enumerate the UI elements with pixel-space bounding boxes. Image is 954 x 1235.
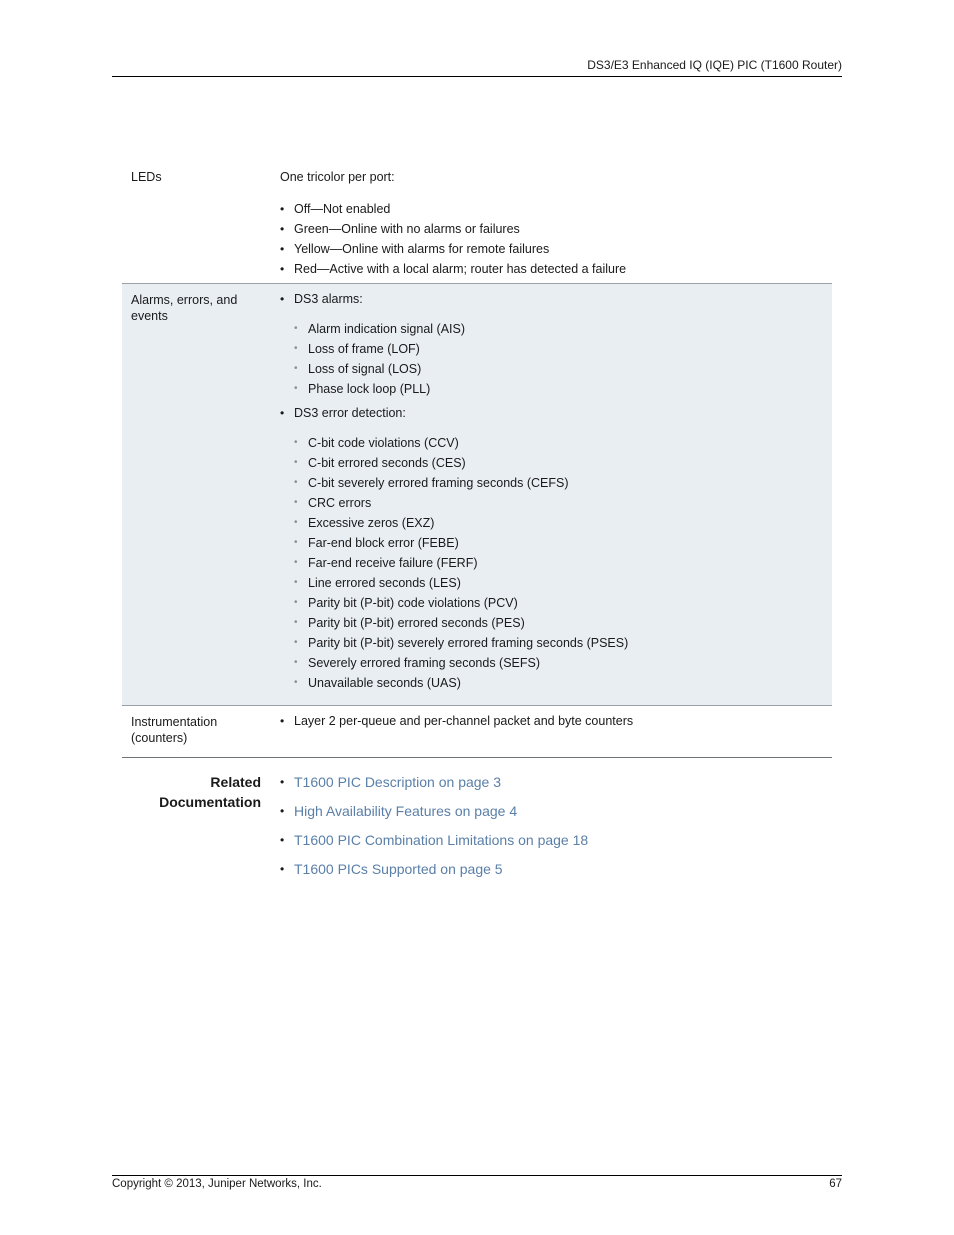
list-item: • Parity bit (P-bit) severely errored framing seconds (PSES) xyxy=(294,633,822,653)
related-list-item xyxy=(280,801,832,821)
row-value xyxy=(272,705,832,758)
running-header: DS3/E3 Enhanced IQ (IQE) PIC (T1600 Router) xyxy=(587,58,842,72)
list-item: • Loss of signal (LOS) xyxy=(294,359,822,379)
list-item: • Alarm indication signal (AIS) xyxy=(294,319,822,339)
related-label-line: Related xyxy=(210,774,261,790)
list-item: • Off—Not enabled xyxy=(280,199,822,219)
list-item: • C-bit severely errored framing seconds (CEFS) xyxy=(294,473,822,493)
list-item: • C-bit code violations (CCV) xyxy=(294,433,822,453)
list-item: • CRC errors xyxy=(294,493,822,513)
header-rule xyxy=(112,76,842,77)
spec-row-leds xyxy=(122,160,832,283)
group-title: DS3 error detection: xyxy=(294,406,406,420)
list-item: • Line errored seconds (LES) xyxy=(294,573,822,593)
list-item: • Excessive zeros (EXZ) xyxy=(294,513,822,533)
list-item: • Severely errored framing seconds (SEFS) xyxy=(294,653,822,673)
related-link-high-availability[interactable]: High Availability Features on page 4 xyxy=(294,803,518,819)
related-link-pic-description[interactable]: T1600 PIC Description on page 3 xyxy=(294,774,502,790)
related-link-pics-supported[interactable]: T1600 PICs Supported on page 5 xyxy=(294,861,503,877)
ds3-errors-list xyxy=(294,433,822,693)
list-item: • Green—Online with no alarms or failures xyxy=(280,219,822,239)
list-item: • Parity bit (P-bit) code violations (PCV) xyxy=(294,593,822,613)
group-title: DS3 alarms: xyxy=(294,292,363,306)
page-footer xyxy=(112,1178,842,1190)
list-item: • Far-end block error (FEBE) xyxy=(294,533,822,553)
list-item: • Red—Active with a local alarm; router has detected a failure xyxy=(280,259,822,279)
copyright-text: Copyright © 2013, Juniper Networks, Inc. xyxy=(112,1178,322,1190)
list-item: • Parity bit (P-bit) errored seconds (PES) xyxy=(294,613,822,633)
table-bottom-rule xyxy=(122,757,832,758)
list-item-ds3-error-detection xyxy=(280,403,822,693)
row-value xyxy=(272,283,832,705)
related-link-combination-limitations[interactable]: T1600 PIC Combination Limitations on page 18 xyxy=(294,832,589,848)
ds3-alarms-list xyxy=(294,319,822,399)
led-states-list xyxy=(280,199,822,279)
row-intro-text: One tricolor per port: xyxy=(280,170,395,184)
row-label: LEDs xyxy=(131,170,162,184)
list-item-ds3-alarms xyxy=(280,289,822,399)
row-label: Instrumentation (counters) xyxy=(131,715,218,745)
footer-rule xyxy=(112,1175,842,1176)
row-value xyxy=(272,160,832,283)
list-item: • C-bit errored seconds (CES) xyxy=(294,453,822,473)
spec-row-instrumentation xyxy=(122,705,832,758)
related-list-item xyxy=(280,830,832,850)
row-label: Alarms, errors, and events xyxy=(131,293,238,323)
page-number: 67 xyxy=(829,1178,842,1190)
list-item: • Unavailable seconds (UAS) xyxy=(294,673,822,693)
spec-row-alarms xyxy=(122,283,832,705)
list-item: • Loss of frame (LOF) xyxy=(294,339,822,359)
related-links-list xyxy=(272,772,832,888)
related-list-item xyxy=(280,859,832,879)
list-item: • Layer 2 per-queue and per-channel packet and byte counters xyxy=(280,711,822,731)
list-item: • Phase lock loop (PLL) xyxy=(294,379,822,399)
counters-list xyxy=(280,711,822,731)
row-divider xyxy=(122,283,832,284)
related-label-line: Documentation xyxy=(159,794,261,810)
row-divider xyxy=(122,705,832,706)
list-item: • Yellow—Online with alarms for remote failures xyxy=(280,239,822,259)
related-documentation-heading xyxy=(122,772,272,888)
related-list-item xyxy=(280,772,832,792)
alarm-groups-list xyxy=(280,289,822,693)
spec-table xyxy=(122,160,832,758)
related-documentation xyxy=(122,772,832,888)
list-item: • Far-end receive failure (FERF) xyxy=(294,553,822,573)
